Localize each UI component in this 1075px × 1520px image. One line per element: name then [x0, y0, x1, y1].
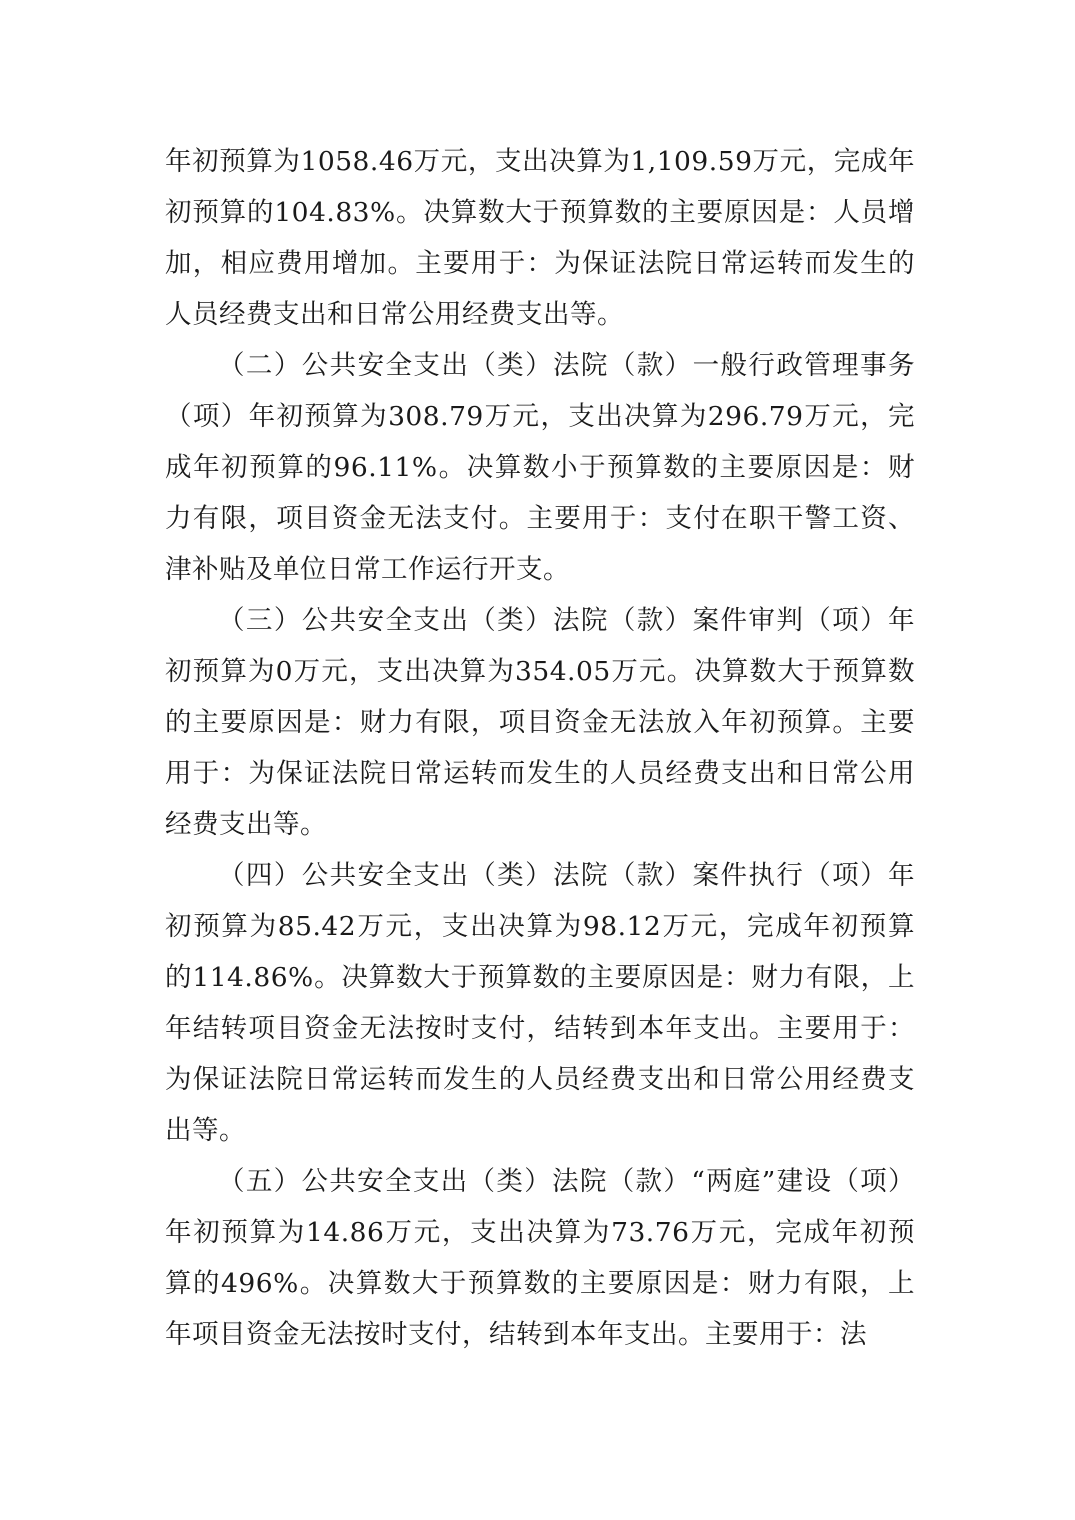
- document-body: [165, 136, 915, 1360]
- paragraph-1: 年初预算为1058.46万元，支出决算为1,109.59万元，完成年初预算的104.83%。决算数大于预算数的主要原因是：人员增加，相应费用增加。主要用于：为保证法院日常运转而发生的人员经费支出和日常公用经费支出等。: [165, 146, 915, 330]
- paragraph-4: （四）公共安全支出（类）法院（款）案件执行（项）年初预算为85.42万元，支出决算为98.12万元，完成年初预算的114.86%。决算数大于预算数的主要原因是：财力有限，上年结转项目资金无法按时支付，结转到本年支出。主要用于：为保证法院日常运转而发生的人员经费支出和日常公用经费支出等。: [165, 860, 915, 1146]
- paragraph-3: （三）公共安全支出（类）法院（款）案件审判（项）年初预算为0万元，支出决算为354.05万元。决算数大于预算数的主要原因是：财力有限，项目资金无法放入年初预算。主要用于：为保证法院日常运转而发生的人员经费支出和日常公用经费支出等。: [165, 605, 915, 840]
- paragraph-2: （二）公共安全支出（类）法院（款）一般行政管理事务（项）年初预算为308.79万元，支出决算为296.79万元，完成年初预算的96.11%。决算数小于预算数的主要原因是：财力有限，项目资金无法支付。主要用于：支付在职干警工资、津补贴及单位日常工作运行开支。: [165, 350, 915, 585]
- paragraph-5: （五）公共安全支出（类）法院（款）“两庭”建设（项）年初预算为14.86万元，支出决算为73.76万元，完成年初预算的496%。决算数大于预算数的主要原因是：财力有限，上年项目资金无法按时支付，结转到本年支出。主要用于：法: [165, 1166, 915, 1350]
